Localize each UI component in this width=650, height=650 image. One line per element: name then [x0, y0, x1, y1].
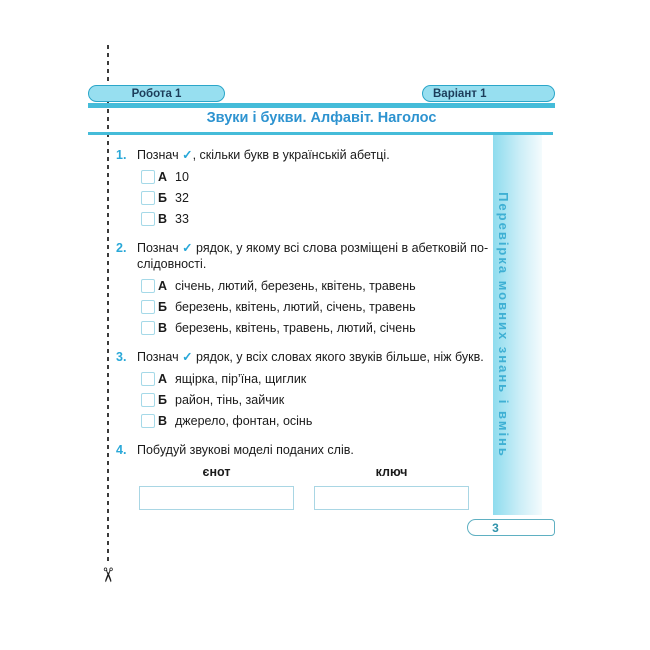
question-number: 4.: [116, 443, 127, 457]
header-bar-divider: [88, 103, 555, 108]
answer-option: [141, 278, 492, 294]
answer-checkbox[interactable]: [141, 321, 155, 335]
answer-checkbox[interactable]: [141, 212, 155, 226]
answer-checkbox[interactable]: [141, 191, 155, 205]
variant-badge-label: Варіант 1: [433, 87, 487, 100]
question-body: [137, 240, 492, 341]
checkmark-icon: ✓: [182, 241, 193, 255]
answer-option: [141, 190, 492, 206]
model-word: єнот: [202, 465, 231, 479]
option-letter: Б: [158, 300, 167, 314]
sound-model-box[interactable]: [314, 486, 469, 510]
answer-option: [141, 320, 492, 336]
answer-option: [141, 371, 492, 387]
prompt-text: , скільки букв в українській абетці.: [192, 148, 390, 162]
question-prompt: [137, 240, 492, 272]
option-letter: А: [158, 372, 168, 386]
question-prompt: [137, 147, 492, 163]
question-number: 1.: [116, 148, 127, 162]
prompt-text: рядок, у всіх словах якого звуків більше, ніж букв.: [192, 350, 484, 364]
option-text: березень, квітень, травень, лютий, січень: [175, 321, 416, 335]
page-title: Звуки і букви. Алфавіт. Наголос: [206, 110, 437, 126]
question-body: [137, 349, 492, 434]
side-strip-label: Перевірка мовних знань і вмінь: [496, 192, 511, 458]
question: [116, 147, 492, 232]
answer-option: [141, 299, 492, 315]
answer-checkbox[interactable]: [141, 170, 155, 184]
work-badge-label: Робота 1: [131, 87, 182, 100]
option-letter: В: [158, 212, 168, 226]
option-text: 32: [175, 191, 189, 205]
option-text: 33: [175, 212, 189, 226]
option-text: березень, квітень, лютий, січень, травень: [175, 300, 416, 314]
answer-checkbox[interactable]: [141, 279, 155, 293]
prompt-text: Побудуй звукові моделі поданих слів.: [137, 443, 354, 457]
option-letter: В: [158, 414, 168, 428]
page-number: 3: [492, 520, 499, 535]
prompt-text: рядок, у якому всі слова розміщені в абетковій по-слідовності.: [137, 241, 489, 271]
answer-option: [141, 413, 492, 429]
question-number: 3.: [116, 350, 127, 364]
prompt-text: Познач: [137, 241, 183, 255]
option-text: ящірка, пір’їна, щиглик: [175, 372, 307, 386]
work-badge: [88, 85, 225, 102]
question-body: [137, 147, 492, 232]
question-prompt: [137, 349, 492, 365]
answer-checkbox[interactable]: [141, 414, 155, 428]
option-text: 10: [175, 170, 189, 184]
option-text: січень, лютий, березень, квітень, травень: [175, 279, 416, 293]
model-words-row: [139, 464, 492, 480]
side-strip: [493, 135, 542, 515]
question: [116, 240, 492, 341]
scissors-icon: ✂: [96, 566, 119, 584]
option-letter: А: [158, 170, 168, 184]
question: [116, 349, 492, 434]
answer-option: [141, 169, 492, 185]
page-number-pill: [467, 519, 555, 536]
option-text: джерело, фонтан, осінь: [175, 414, 313, 428]
variant-badge: [422, 85, 555, 102]
answer-option: [141, 392, 492, 408]
question: [116, 442, 492, 510]
option-letter: А: [158, 279, 168, 293]
answer-checkbox[interactable]: [141, 300, 155, 314]
option-letter: Б: [158, 191, 167, 205]
option-letter: Б: [158, 393, 167, 407]
option-text: район, тінь, зайчик: [175, 393, 285, 407]
prompt-text: Познач: [137, 350, 183, 364]
title-underline: [88, 132, 553, 135]
model-word: ключ: [375, 465, 408, 479]
checkmark-icon: ✓: [182, 350, 193, 364]
answer-checkbox[interactable]: [141, 372, 155, 386]
question-number: 2.: [116, 241, 127, 255]
checkmark-icon: ✓: [182, 148, 193, 162]
answer-checkbox[interactable]: [141, 393, 155, 407]
model-boxes-row: [139, 486, 492, 510]
prompt-text: Познач: [137, 148, 183, 162]
questions: [116, 147, 492, 518]
option-letter: В: [158, 321, 168, 335]
question-body: [137, 442, 492, 510]
sound-model-box[interactable]: [139, 486, 294, 510]
answer-option: [141, 211, 492, 227]
question-prompt: [137, 442, 492, 458]
